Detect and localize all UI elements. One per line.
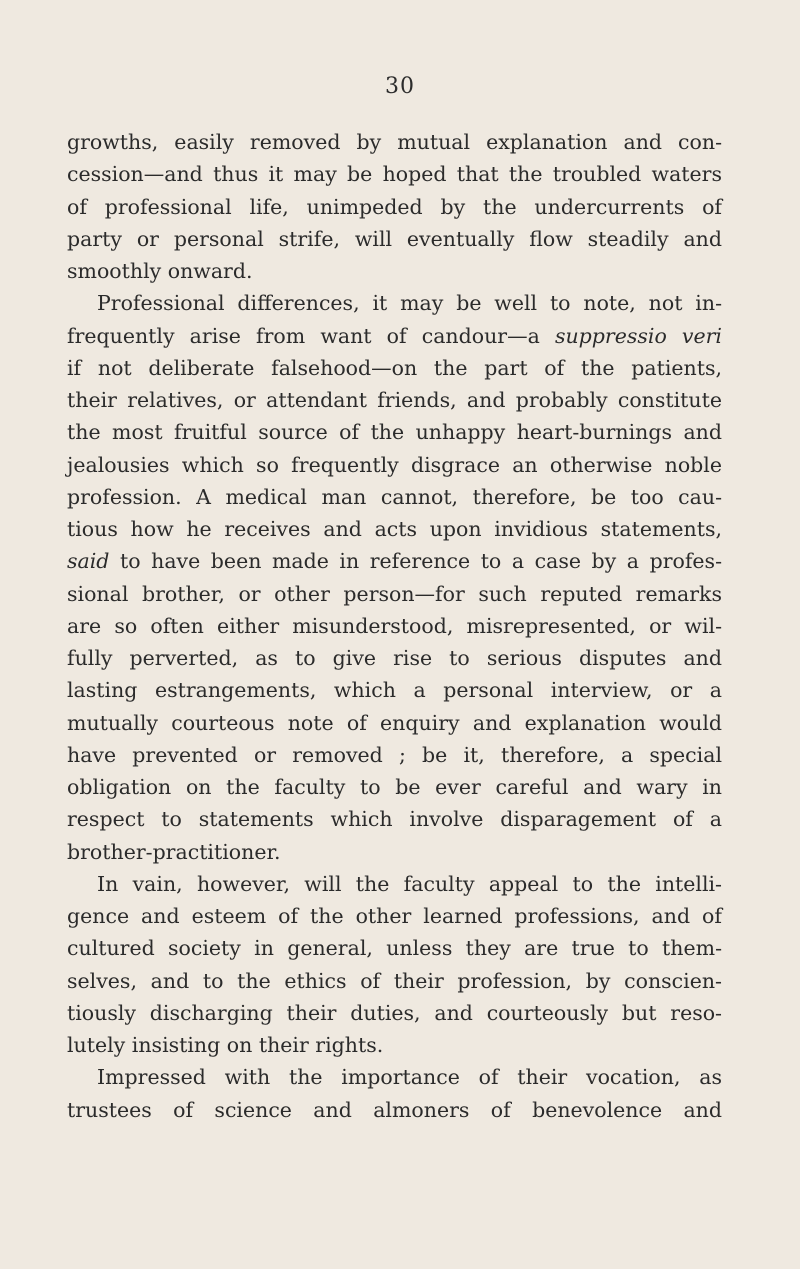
text-segment: gence and esteem of the other learned professions, and of (67, 904, 722, 928)
text-segment: to have been made in reference to a case by a profes- (109, 549, 722, 574)
text-line (67, 578, 722, 610)
text-segment: the most fruitful source of the unhappy heart-burnings and (67, 420, 722, 445)
text-segment: frequently arise from want of candour—a (67, 323, 555, 348)
text-line (67, 126, 722, 158)
text-line (67, 223, 722, 255)
text-line (67, 416, 722, 448)
text-segment: mutually courteous note of enquiry and explanation would (67, 710, 722, 735)
text-line (67, 545, 722, 577)
text-segment: cession—and thus it may be hoped that the troubled waters (67, 162, 722, 187)
text-segment: are so often either misunderstood, misrepresented, or wil- (67, 613, 722, 638)
text-line (67, 868, 722, 900)
text-segment: their relatives, or attendant friends, and probably constitute (67, 388, 722, 412)
text-segment: if not deliberate falsehood—on the part of the patients, (67, 355, 722, 380)
text-line (67, 771, 722, 803)
text-segment: tious how he receives and acts upon invidious statements, (67, 517, 722, 541)
text-line (67, 836, 722, 868)
text-segment: profession. A medical man cannot, therefore, be too cau- (67, 484, 722, 509)
text-segment: fully perverted, as to give rise to serious disputes and (67, 646, 722, 670)
text-segment: obligation on the faculty to be ever careful and wary in (67, 775, 722, 799)
text-line (67, 739, 722, 771)
text-line (67, 932, 722, 964)
text-line (67, 384, 722, 416)
italic-text: suppressio veri (554, 323, 722, 348)
text-segment: trustees of science and almoners of benevolence and (67, 1097, 722, 1122)
text-line (67, 642, 722, 674)
text-line (67, 900, 722, 932)
body-text (67, 126, 722, 1126)
text-line (67, 1029, 722, 1061)
text-line (67, 513, 722, 545)
text-line (67, 707, 722, 739)
text-line (67, 320, 722, 352)
text-segment: brother-practitioner. (67, 839, 281, 864)
text-segment: Impressed with the importance of their vocation, as (97, 1065, 722, 1090)
text-line (67, 158, 722, 190)
text-segment: lutely insisting on their rights. (67, 1033, 384, 1057)
text-line (67, 449, 722, 481)
text-segment: smoothly onward. (67, 259, 253, 283)
text-line (67, 965, 722, 997)
text-line (67, 191, 722, 223)
text-line (67, 352, 722, 384)
text-segment: tiously discharging their duties, and courteously but reso- (67, 1000, 722, 1025)
text-line (67, 674, 722, 706)
text-segment: lasting estrangements, which a personal interview, or a (67, 678, 722, 703)
text-segment: In vain, however, will the faculty appeal to the intelli- (97, 871, 722, 896)
text-line (67, 610, 722, 642)
text-line (67, 481, 722, 513)
text-line (67, 803, 722, 835)
text-segment: selves, and to the ethics of their profession, by conscien- (67, 968, 722, 993)
italic-text: said (67, 549, 110, 574)
text-line (67, 997, 722, 1029)
text-line (67, 287, 722, 319)
text-segment: jealousies which so frequently disgrace an otherwise noble (67, 452, 722, 477)
text-segment: of professional life, unimpeded by the undercurrents of (67, 194, 722, 219)
text-line (67, 1061, 722, 1093)
text-line (67, 1094, 722, 1126)
text-segment: respect to statements which involve disparagement of a (67, 807, 722, 832)
text-segment: have prevented or removed ; be it, therefore, a special (67, 742, 722, 767)
text-segment: growths, easily removed by mutual explanation and con- (67, 130, 722, 154)
text-segment: party or personal strife, will eventually flow steadily and (67, 226, 722, 251)
page-number: 30 (385, 74, 415, 99)
text-line (67, 255, 722, 287)
text-segment: sional brother, or other person—for such reputed remarks (67, 581, 722, 606)
text-segment: Professional differences, it may be well to note, not in- (97, 291, 722, 316)
text-segment: cultured society in general, unless they are true to them- (67, 936, 722, 961)
